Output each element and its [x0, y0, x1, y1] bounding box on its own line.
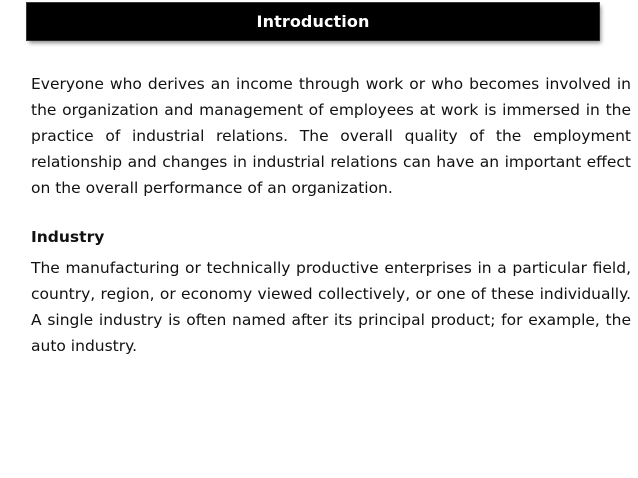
slide-title: Introduction [256, 12, 370, 31]
section-paragraph: The manufacturing or technically productive enterprises in a particular field, country, region, or economy viewed collectively, or one of these individually. A single industry is often named after its principal product; for example, the auto industry. [31, 259, 631, 355]
intro-paragraph: Everyone who derives an income through work or who becomes involved in the organization and management of employees at work is immersed in the practice of industrial relations. The overall quality of the employment relationship and changes in industrial relations can have an important effect on the overall performance of an organization. [31, 75, 631, 197]
title-bar [27, 3, 599, 40]
section-heading: Industry [31, 228, 105, 246]
slide-content [31, 71, 631, 359]
